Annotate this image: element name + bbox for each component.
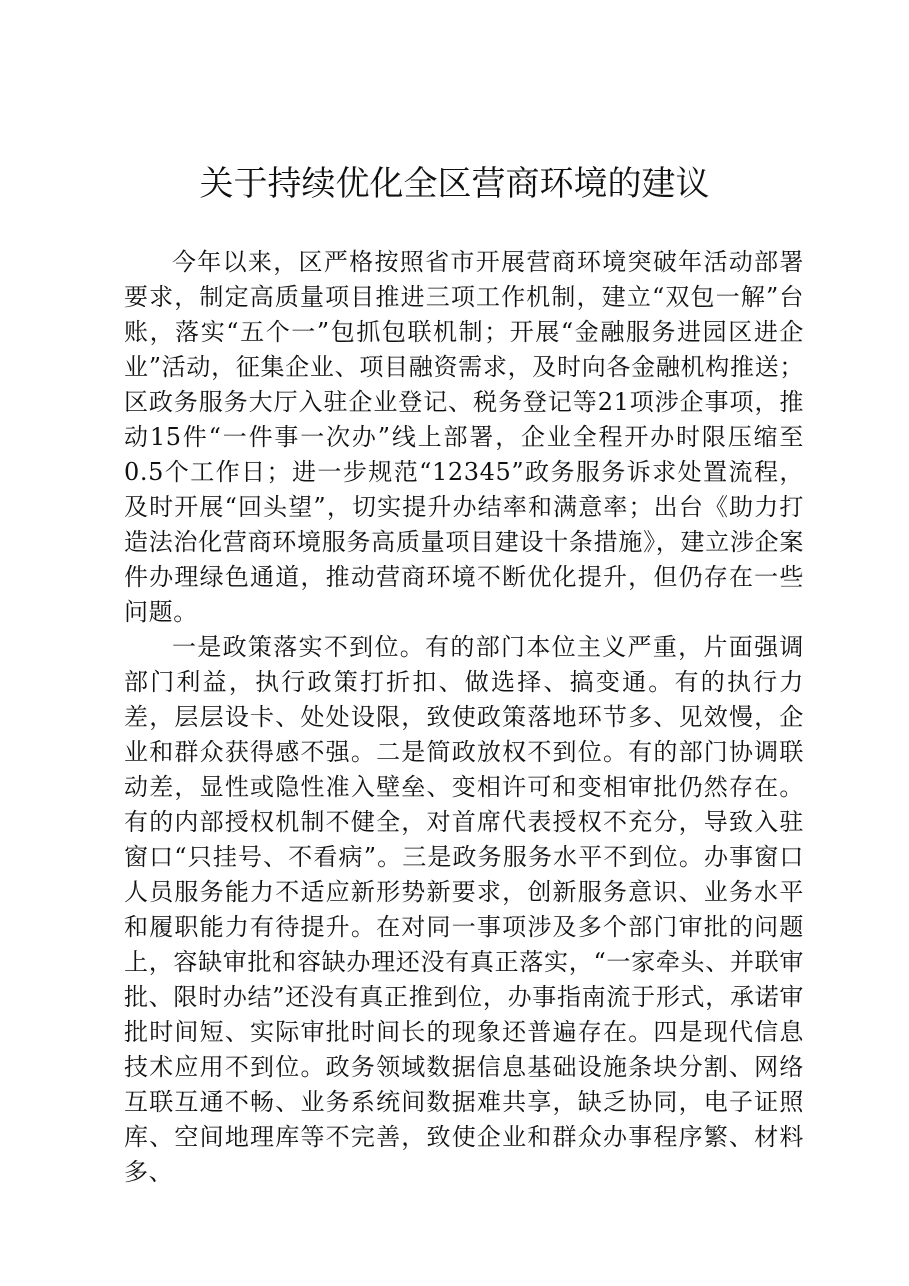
document-title: 关于持续优化全区营商环境的建议: [199, 164, 710, 204]
document-body: [124, 245, 804, 1190]
paragraph-problems: 一是政策落实不到位。有的部门本位主义严重，片面强调部门利益，执行政策打折扣、做选择、搞变通。有的执行力差，层层设卡、处处设限，致使政策落地环节多、见效慢，企业和群众获得感不强。二是简政放权不到位。有的部门协调联动差，显性或隐性准入壁垒、变相许可和变相审批仍然存在。有的内部授权机制不健全，对首席代表授权不充分，导致入驻窗口“只挂号、不看病”。三是政务服务水平不到位。办事窗口人员服务能力不适应新形势新要求，创新服务意识、业务水平和履职能力有待提升。在对同一事项涉及多个部门审批的问题上，容缺审批和容缺办理还没有真正落实，“一家牵头、并联审批、限时办结”还没有真正推到位，办事指南流于形式，承诺审批时间短、实际审批时间长的现象还普遍存在。四是现代信息技术应用不到位。政务领域数据信息基础设施条块分割、网络互联互通不畅、业务系统间数据难共享，缺乏协同，电子证照库、空间地理库等不完善，致使企业和群众办事程序繁、材料多、: [124, 633, 804, 1186]
paragraph-intro: 今年以来，区严格按照省市开展营商环境突破年活动部署要求，制定高质量项目推进三项工作机制，建立“双包一解”台账，落实“五个一”包抓包联机制；开展“金融服务进园区进企业”活动，征集企业、项目融资需求，及时向各金融机构推送；区政务服务大厅入驻企业登记、税务登记等21项涉企事项，推动15件“一件事一次办”线上部署，企业全程开办时限压缩至0.5个工作日；进一步规范“12345”政务服务诉求处置流程，及时开展“回头望”，切实提升办结率和满意率；出台《助力打造法治化营商环境服务高质量项目建设十条措施》，建立涉企案件办理绿色通道，推动营商环境不断优化提升，但仍存在一些问题。: [124, 248, 804, 626]
